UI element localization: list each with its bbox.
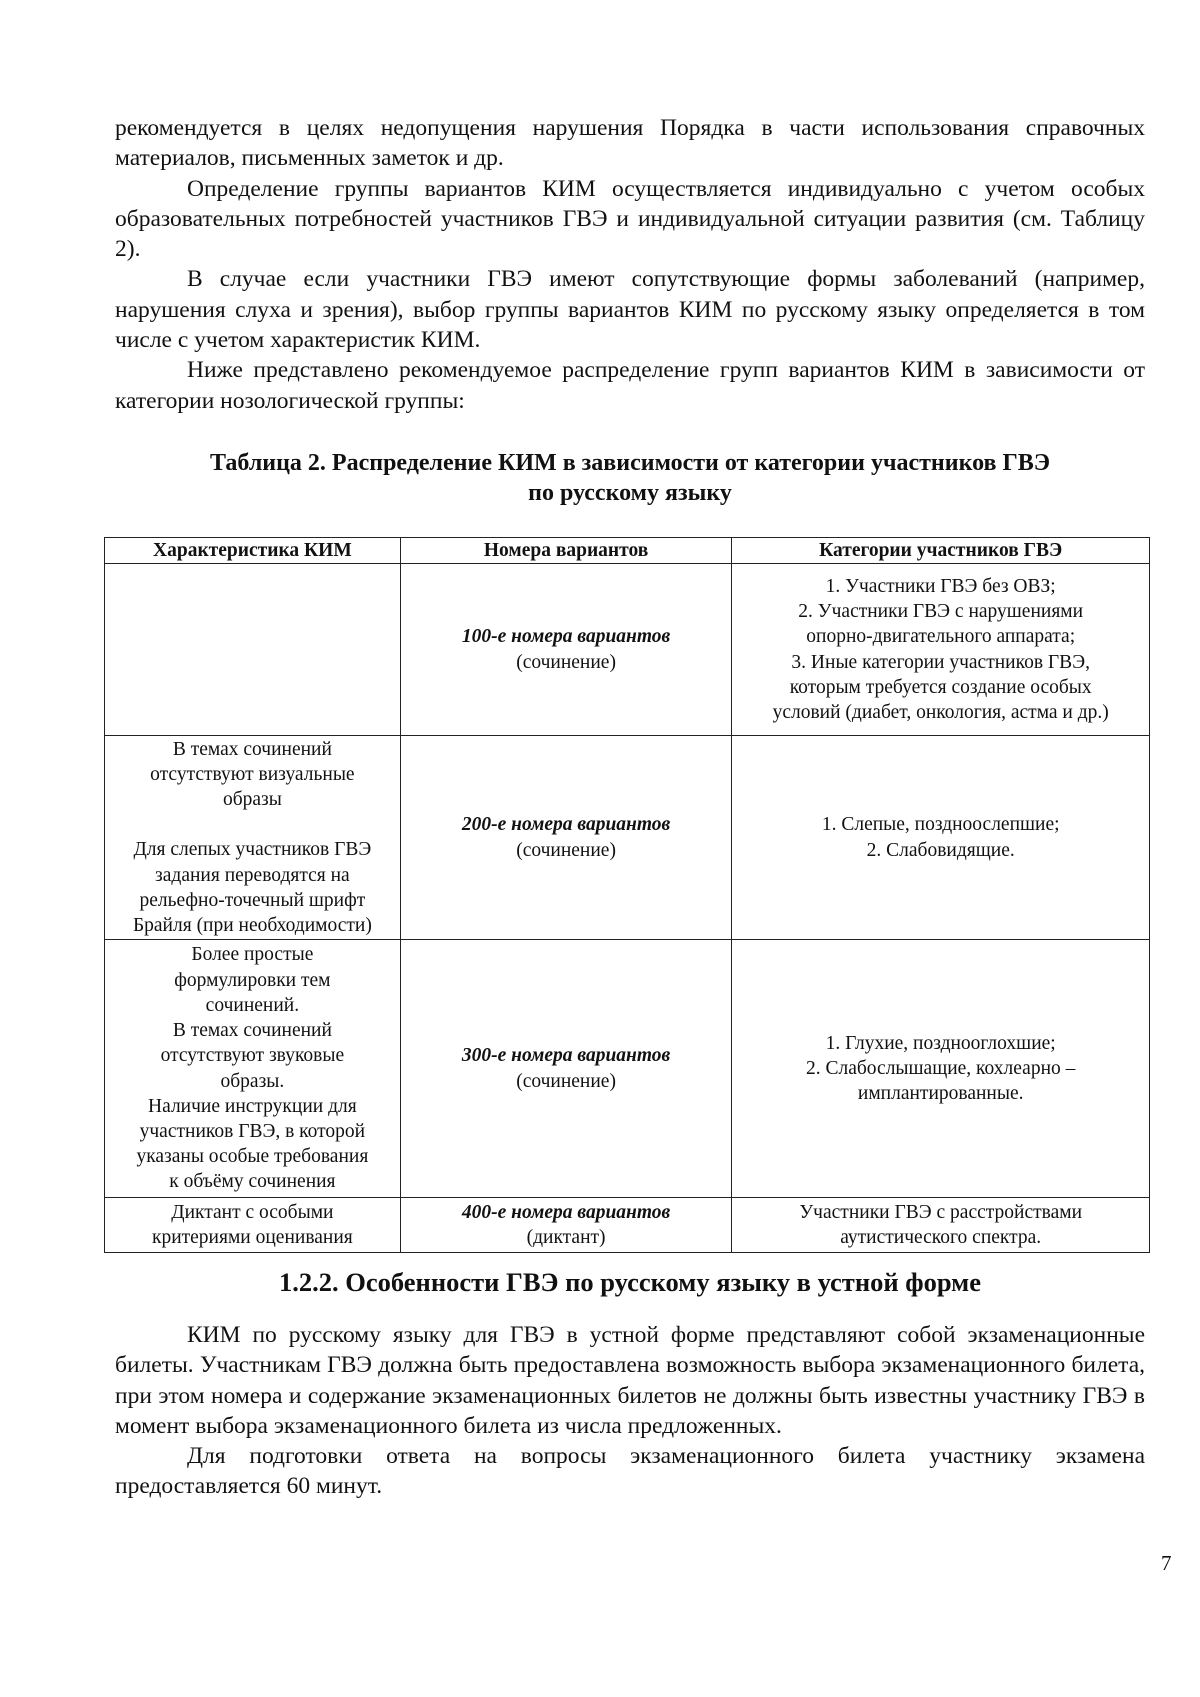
intro-paragraph-3: В случае если участники ГВЭ имеют сопутствующие формы заболеваний (например, нарушения слуха и зрения), выбор группы вариантов КИМ по русскому языку определяется в том числе с учетом характеристик КИМ. — [115, 266, 1145, 354]
characteristic-line: Брайля (при необходимости) — [132, 915, 372, 936]
section-paragraph-2: Для подготовки ответа на вопросы экзаменационного билета участнику экзамена предоставляется 60 минут. — [115, 1443, 1145, 1500]
variant-type: (сочинение) — [516, 1070, 616, 1092]
characteristic-line: Наличие инструкции для — [148, 1095, 357, 1117]
cell-categories — [732, 940, 1150, 1198]
intro-paragraph-2: Определение группы вариантов КИМ осуществляется индивидуально с учетом особых образовательных потребностей участников ГВЭ и индивидуальной ситуации развития (см. Таблицу 2). — [115, 175, 1145, 263]
variant-number: 400-е номера вариантов — [461, 1201, 671, 1223]
characteristic-line: образы. — [220, 1070, 285, 1092]
page-number: 7 — [1161, 1551, 1172, 1575]
variant-type: (сочинение) — [516, 839, 616, 861]
category-line: 2. Участники ГВЭ с нарушениями — [798, 601, 1084, 623]
cell-characteristic — [105, 564, 401, 736]
cell-variant — [400, 1198, 732, 1253]
characteristic-line: отсутствуют визуальные — [150, 763, 355, 785]
characteristic-line: отсутствуют звуковые — [160, 1045, 345, 1067]
characteristic-line: участников ГВЭ, в которой — [139, 1120, 366, 1142]
table-title-line-2: по русскому языку — [528, 480, 732, 506]
characteristic-line: В темах сочинений — [172, 1020, 332, 1042]
cell-categories — [732, 736, 1150, 940]
category-line: 2. Слабослышащие, кохлеарно – — [805, 1057, 1076, 1079]
table-row — [105, 1198, 1150, 1253]
variant-number: 300-е номера вариантов — [461, 1045, 671, 1067]
variant-number: 200-е номера вариантов — [461, 814, 671, 836]
characteristic-line: Диктант с особыми — [171, 1201, 334, 1223]
characteristic-line: задания переводятся на — [155, 864, 350, 886]
intro-text — [115, 113, 1145, 416]
header-categories: Категории участников ГВЭ — [732, 538, 1150, 564]
cell-categories — [732, 1198, 1150, 1253]
characteristic-line: критериями оценивания — [151, 1227, 353, 1248]
characteristic-line: сочинений. — [205, 994, 300, 1016]
category-line: 1. Участники ГВЭ без ОВЗ; — [825, 575, 1056, 597]
section-title: 1.2.2. Особенности ГВЭ по русскому языку в устной форме — [279, 1267, 981, 1297]
table-row — [105, 736, 1150, 940]
characteristic-line: В темах сочинений — [172, 738, 332, 760]
category-line: 1. Глухие, позднооглохшие; — [825, 1032, 1056, 1054]
category-line: 1. Слепые, поздноослепшие; — [821, 814, 1060, 836]
category-line: 3. Иные категории участников ГВЭ, — [791, 651, 1090, 673]
table-row — [105, 940, 1150, 1198]
category-line: опорно-двигательного аппарата; — [806, 626, 1076, 648]
intro-paragraph-4: Ниже представлено рекомендуемое распределение групп вариантов КИМ в зависимости от категории нозологической группы: — [115, 357, 1145, 414]
table-title — [115, 448, 1145, 508]
cell-categories — [732, 564, 1150, 736]
variant-type: (диктант) — [526, 1227, 606, 1248]
category-line: которым требуется создание особых — [789, 676, 1092, 698]
characteristic-line: образы — [222, 789, 282, 811]
category-line: аутистического спектра. — [840, 1227, 1042, 1248]
section-text — [115, 1320, 1145, 1502]
variant-type: (сочинение) — [516, 651, 616, 673]
characteristic-line: Более простые — [191, 944, 314, 966]
category-line: имплантированные. — [857, 1083, 1024, 1105]
cell-characteristic — [105, 1198, 401, 1253]
characteristic-line: к объёму сочинения — [169, 1171, 336, 1193]
characteristic-line — [109, 812, 396, 837]
variant-number: 100-е номера вариантов — [461, 626, 671, 648]
characteristic-line: Для слепых участников ГВЭ — [133, 839, 372, 861]
cell-characteristic — [105, 736, 401, 940]
kim-distribution-table — [104, 537, 1150, 1253]
header-variants: Номера вариантов — [400, 538, 732, 564]
characteristic-line: формулировки тем — [174, 969, 331, 991]
characteristic-line: указаны особые требования — [136, 1146, 369, 1168]
table-row — [105, 564, 1150, 736]
cell-variant — [400, 564, 732, 736]
category-line: Участники ГВЭ с расстройствами — [799, 1201, 1083, 1223]
cell-characteristic — [105, 940, 401, 1198]
intro-paragraph-1: рекомендуется в целях недопущения нарушения Порядка в части использования справочных материалов, письменных заметок и др. — [115, 115, 1145, 172]
section-paragraph-1: КИМ по русскому языку для ГВЭ в устной форме представляют собой экзаменационные билеты. Участникам ГВЭ должна быть предоставлена возможность выбора экзаменационного билета, при этом номера и содержание экзаменационных билетов не должны быть известны участнику ГВЭ в момент выбора экзаменационного билета из числа предложенных. — [115, 1322, 1145, 1439]
category-line: условий (диабет, онкология, астма и др.) — [772, 701, 1109, 723]
cell-variant — [400, 736, 732, 940]
table-title-line-1: Таблица 2. Распределение КИМ в зависимости от категории участников ГВЭ — [210, 450, 1050, 476]
category-line: 2. Слабовидящие. — [866, 839, 1015, 861]
cell-variant — [400, 940, 732, 1198]
characteristic-line: рельефно-точечный шрифт — [139, 889, 366, 911]
header-characteristic: Характеристика КИМ — [105, 538, 401, 564]
table-header-row — [105, 538, 1150, 564]
